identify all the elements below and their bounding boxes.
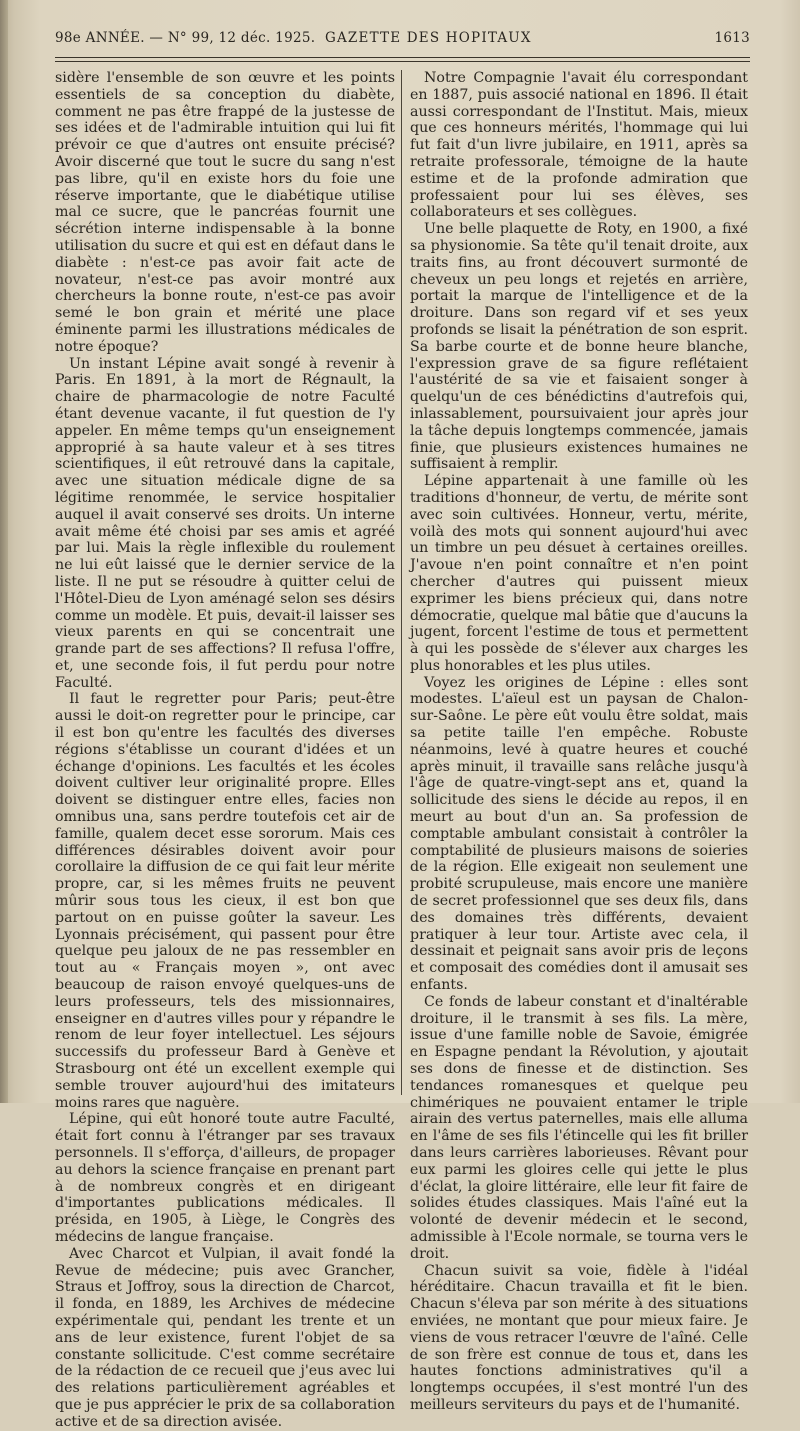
paragraph: Il faut le regretter pour Paris; peut-être aussi le doit-on regretter pour le principe, car il est bon qu'entre les facultés des diverses régions s'établisse un courant d'idées et un échange d'opinions. Les facultés et les écoles doivent cultiver leur originalité propre. Elles doivent se distinguer entre elles, facies non omnibus una, sans perdre toutefois cet air de famille, qualem decet esse sororum. Mais ces différences désirables doivent avoir pour corollaire la diffusion de ce qui fait leur mérite propre, car, si les mêmes fruits ne peuvent mûrir sous tous les cieux, il est bon que partout on en puisse goûter la saveur. Les Lyonnais précisément, qui passent pour être quelque peu jaloux de ne pas ressembler en tout au « Français moyen », ont avec beaucoup de raison envoyé quelques-uns de leurs professeurs, tels des missionnaires, enseigner en d'autres villes pour y répandre le renom de leur foyer intellectuel. Les séjours successifs du professeur Bard à Genève et Strasbourg ont été un excellent exemple qui semble trouver aujourd'hui des imitateurs moins rares que naguère.	[55, 691, 395, 1111]
paragraph: sidère l'ensemble de son œuvre et les points essentiels de sa conception du diabète, comment ne pas être frappé de la justesse de ses idées et de l'admirable intuition qui lui fit prévoir ce que d'autres ont ensuite précisé? Avoir discerné que tout le sucre du sang n'est pas libre, qu'il en existe hors du foie une réserve importante, que le diabétique utilise mal ce sucre, que le pancréas fournit une sécrétion interne indispensable à la bonne utilisation du sucre et qui est en défaut dans le diabète : n'est-ce pas avoir fait acte de novateur, n'est-ce pas avoir montré aux chercheurs la bonne route, n'est-ce pas avoir semé le bon grain et mérité une place éminente parmi les illustrations médicales de notre époque?	[55, 70, 395, 355]
paragraph: Lépine, qui eût honoré toute autre Faculté, était fort connu à l'étranger par ses travaux personnels. Il s'efforça, d'ailleurs, de propager au dehors la science française en prenant part à de nombreux congrès et en dirigeant d'importantes publications médicales. Il présida, en 1905, à Liège, le Congrès des médecins de langue française.	[55, 1111, 395, 1245]
header-rule-top	[55, 57, 750, 58]
page-number: 1613	[714, 30, 750, 46]
paragraph: Ce fonds de labeur constant et d'inaltérable droiture, il le transmit à ses fils. La mère, issue d'une famille noble de Savoie, émigrée en Espagne pendant la Révolution, y ajoutait ses dons de finesse et de distinction. Ses tendances romanesques et quelque peu chimériques ne pouvaient entamer le triple airain des vertus paternelles, mais elle alluma en l'âme de ses fils l'étincelle qui les fit briller dans leurs carrières laborieuses. Rêvant pour eux parmi les gloires celle qui jette le plus d'éclat, la gloire littéraire, elle leur fit faire de solides études classiques. Mais l'aîné eut la volonté de devenir médecin et le second, admissible à l'Ecole normale, se tourna vers le droit.	[410, 993, 748, 1262]
paragraph: Un instant Lépine avait songé à revenir à Paris. En 1891, à la mort de Régnault, la chaire de pharmacologie de notre Faculté étant devenue vacante, il fut question de l'y appeler. En même temps qu'un enseignement approprié à sa haute valeur et à ses titres scientifiques, il eût retrouvé dans la capitale, avec une situation médicale digne de sa légitime renommée, le service hospitalier auquel il avait conservé ses droits. Un interne avait même été choisi par ses amis et agréé par lui. Mais la règle inflexible du roulement ne lui eût laissé que le dernier service de la liste. Il ne put se résoudre à quitter celui de l'Hôtel-Dieu de Lyon aménagé selon ses désirs comme un modèle. Et puis, devait-il laisser ses vieux parents en qui se concentrait une grande part de ses affections? Il refusa l'offre, et, une seconde fois, il fut perdu pour notre Faculté.	[55, 355, 395, 691]
column-divider	[401, 70, 402, 1095]
issue-info: 98e ANNÉE. — N° 99, 12 déc. 1925.	[55, 30, 316, 46]
running-header	[55, 30, 750, 52]
paragraph: Une belle plaquette de Roty, en 1900, a fixé sa physionomie. Sa tête qu'il tenait droite, aux traits fins, au front découvert surmonté de cheveux un peu longs et rejetés en arrière, portait la marque de l'intelligence et de la droiture. Dans son regard vif et ses yeux profonds se lisait la pénétration de son esprit. Sa barbe courte et de bonne heure blanche, l'expression grave de sa figure reflétaient l'austérité de sa vie et faisaient songer à quelqu'un de ces bénédictins d'autrefois qui, inlassablement, poursuivaient jour après jour la tâche depuis longtemps commencée, jamais finie, que plusieurs existences humaines ne suffisaient à remplir.	[410, 221, 748, 473]
paragraph: Voyez les origines de Lépine : elles sont modestes. L'aïeul est un paysan de Chalon-sur-Saône. Le père eût voulu être soldat, mais sa petite taille l'en empêche. Robuste néanmoins, levé à quatre heures et couché après minuit, il travaille sans relâche jusqu'à l'âge de quatre-vingt-sept ans et, quand la sollicitude des siens le décide au repos, il en meurt au bout d'un an. Sa profession de comptable ambulant consistait à contrôler la comptabilité de plusieurs maisons de soieries de la région. Elle exigeait non seulement une probité scrupuleuse, mais encore une manière de secret professionnel que ses deux fils, dans des domaines très différents, devaient pratiquer à leur tour. Artiste avec cela, il dessinait et peignait sans avoir pris de leçons et composait des comédies dont il amusait ses enfants.	[410, 674, 748, 994]
binding-shadow	[0, 0, 8, 1103]
paragraph: Chacun suivit sa voie, fidèle à l'idéal héréditaire. Chacun travailla et fit le bien. Chacun s'éleva par son mérite à des situations enviées, ne montant que pour mieux faire. Je viens de vous retracer l'œuvre de l'aîné. Celle de son frère est connue de tous et, dans les hautes fonctions administratives qu'il a longtemps occupées, il s'est montré l'un des meilleurs serviteurs du pays et de l'humanité.	[410, 1262, 748, 1413]
header-rule-bottom	[55, 61, 750, 62]
paragraph: Notre Compagnie l'avait élu correspondant en 1887, puis associé national en 1896. Il était aussi correspondant de l'Institut. Mais, mieux que ces honneurs mérités, l'hommage qui lui fut fait d'un livre jubilaire, en 1911, après sa retraite professorale, témoigne de la haute estime et de la profonde admiration que professaient pour lui ses élèves, ses collaborateurs et ses collègues.	[410, 70, 748, 221]
left-column	[55, 70, 395, 1431]
paragraph: Avec Charcot et Vulpian, il avait fondé la Revue de médecine; puis avec Grancher, Straus et Joffroy, sous la direction de Charcot, il fonda, en 1889, les Archives de médecine expérimentale qui, pendant les trente et un ans de leur existence, furent l'objet de sa constante sollicitude. C'est comme secrétaire de la rédaction de ce recueil que j'eus avec lui des relations particulièrement agréables et que je pus apprécier le prix de sa collaboration active et de sa direction avisée.	[55, 1245, 395, 1430]
paragraph: Lépine appartenait à une famille où les traditions d'honneur, de vertu, de mérite sont avec soin cultivées. Honneur, vertu, mérite, voilà des mots qui sonnent aujourd'hui avec un timbre un peu désuet à certaines oreilles. J'avoue n'en point connaître et n'en point chercher d'autres qui puissent mieux exprimer les biens précieux qui, dans notre démocratie, quelque mal bâtie que d'aucuns la jugent, forcent l'estime de tous et permettent à qui les possède de s'élever aux charges les plus honorables et les plus utiles.	[410, 473, 748, 674]
publication-title: GAZETTE DES HOPITAUX	[325, 30, 532, 46]
right-column	[410, 70, 748, 1414]
